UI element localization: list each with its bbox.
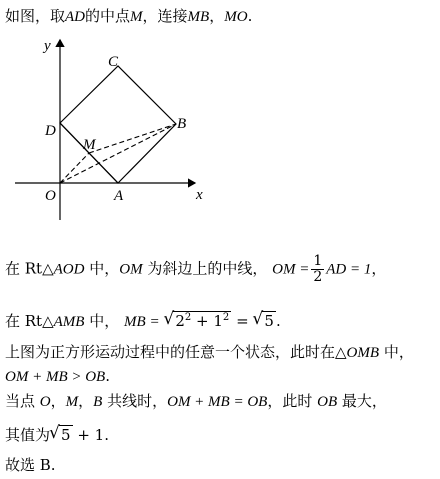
segment-om-dashed xyxy=(60,153,89,183)
step3-text: 上图为正方形运动过程中的任意一个状态，此时在△ xyxy=(5,343,347,361)
equals-sign: = xyxy=(231,312,254,330)
step5-line xyxy=(5,425,109,445)
mb-lhs: MB = xyxy=(124,314,160,330)
step2-end: . xyxy=(275,312,281,330)
fraction-numerator: 1 xyxy=(313,253,323,269)
conclusion-text: 故选 B. xyxy=(5,456,56,474)
segment-ob-dashed xyxy=(60,124,176,183)
step4-text: 最大， xyxy=(337,392,387,410)
triangle-aod: AOD xyxy=(53,261,85,278)
fraction-denominator: 2 xyxy=(313,269,323,285)
triangle-amb: AMB xyxy=(53,314,85,330)
segment-ob: OB xyxy=(317,394,338,410)
intro-text: . xyxy=(247,7,253,25)
point-m: M xyxy=(65,394,79,410)
label-b: B xyxy=(177,116,187,132)
exponent: 2 xyxy=(184,312,192,323)
radicand-1: 1 xyxy=(213,312,223,330)
conclusion-line xyxy=(5,455,56,475)
fraction-half xyxy=(311,254,324,285)
triangle-omb: OMB xyxy=(346,345,380,361)
step3-text: 中， xyxy=(379,343,414,361)
step1-text: 中， xyxy=(84,259,120,278)
comma: ， xyxy=(50,392,66,410)
step2-line xyxy=(5,311,281,332)
step4-text: ，此时 xyxy=(267,392,318,410)
intro-text: ， xyxy=(209,7,225,25)
step4-line xyxy=(5,391,387,412)
point-m: M xyxy=(130,9,143,25)
sqrt-five xyxy=(50,425,73,445)
triangle-inequality: OM + MB > OB xyxy=(5,369,106,385)
segment-ad: AD xyxy=(65,9,86,25)
step4-text: 共线时， xyxy=(102,392,168,410)
segment-mb-dashed xyxy=(89,124,176,153)
eq-lhs: OM = xyxy=(272,261,310,278)
sqrt-five xyxy=(253,311,276,331)
label-m: M xyxy=(83,137,96,153)
point-o: O xyxy=(39,394,51,410)
label-o: O xyxy=(45,188,56,204)
step1-text: 为斜边上的中线， xyxy=(142,259,268,278)
radicand-5: 5 xyxy=(61,426,71,444)
step4-text: 当点 xyxy=(5,392,40,410)
radicand-5: 5 xyxy=(264,312,274,330)
step2-text: 在 Rt△ xyxy=(5,312,54,330)
step1-end: ， xyxy=(371,259,387,278)
step1-line xyxy=(5,254,386,285)
step5-text: + 1. xyxy=(72,426,109,444)
label-d: D xyxy=(45,123,56,139)
sqrt-expression xyxy=(164,311,231,331)
eq-rhs: AD = 1 xyxy=(326,261,372,278)
comma: ， xyxy=(78,392,94,410)
plus-sign: + xyxy=(191,312,214,330)
label-a: A xyxy=(114,188,124,204)
radicand-2: 2 xyxy=(175,312,185,330)
segment-mo: MO xyxy=(224,9,248,25)
label-c: C xyxy=(108,54,119,70)
segment-mb: MB xyxy=(187,9,210,25)
step3-end: . xyxy=(105,367,111,385)
step1-text: 在 Rt△ xyxy=(5,259,54,278)
step3-ineq-line xyxy=(5,366,110,387)
label-y: y xyxy=(44,38,51,54)
intro-text: ，连接 xyxy=(142,7,188,25)
label-x: x xyxy=(196,187,203,203)
intro-text: 的中点 xyxy=(85,7,131,25)
step2-text: 中， xyxy=(84,312,120,330)
step3-line xyxy=(5,342,414,363)
intro-line xyxy=(5,6,252,27)
intro-text: 如图，取 xyxy=(5,7,66,25)
exponent: 2 xyxy=(222,312,230,323)
point-b: B xyxy=(93,394,103,410)
geometry-figure xyxy=(0,32,440,232)
step5-text: 其值为 xyxy=(5,426,51,444)
collinear-equation: OM + MB = OB xyxy=(167,394,268,410)
segment-om: OM xyxy=(119,261,143,278)
